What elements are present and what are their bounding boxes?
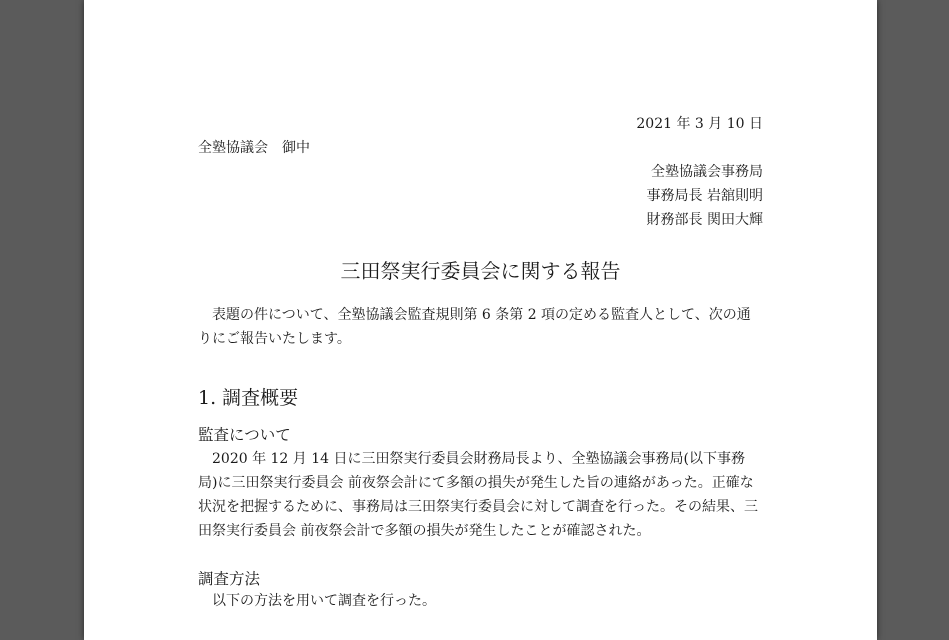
section-heading: 1. 調査概要	[198, 387, 299, 409]
document-title: 三田祭実行委員会に関する報告	[340, 259, 621, 283]
document-page	[84, 0, 877, 640]
method-paragraph: 以下の方法を用いて調査を行った。	[212, 593, 436, 609]
addressee: 全塾協議会 御中	[198, 140, 310, 156]
sender-finance-director: 財務部長 関田大輝	[646, 212, 763, 228]
sender-organization: 全塾協議会事務局	[651, 164, 763, 180]
intro-paragraph: 表題の件について、全塾協議会監査規則第 6 条第 2 項の定める監査人として、次の通りにご報告いたします。	[198, 307, 751, 347]
sender-secretary-general: 事務局長 岩舘則明	[646, 188, 763, 204]
subsection-heading-audit: 監査について	[198, 426, 291, 444]
audit-paragraph: 2020 年 12 月 14 日に三田祭実行委員会財務局長より、全塾協議会事務局(以下事務局)に三田祭実行委員会 前夜祭会計にて多額の損失が発生した旨の連絡があった。正確な状況を把握するために、事務局は三田祭実行委員会に対して調査を行った。その結果、三田祭実行委員会 前夜祭会計で多額の損失が発生したことが確認された。	[198, 451, 758, 539]
report-date: 2021 年 3 月 10 日	[636, 116, 763, 132]
subsection-heading-method: 調査方法	[198, 570, 261, 588]
